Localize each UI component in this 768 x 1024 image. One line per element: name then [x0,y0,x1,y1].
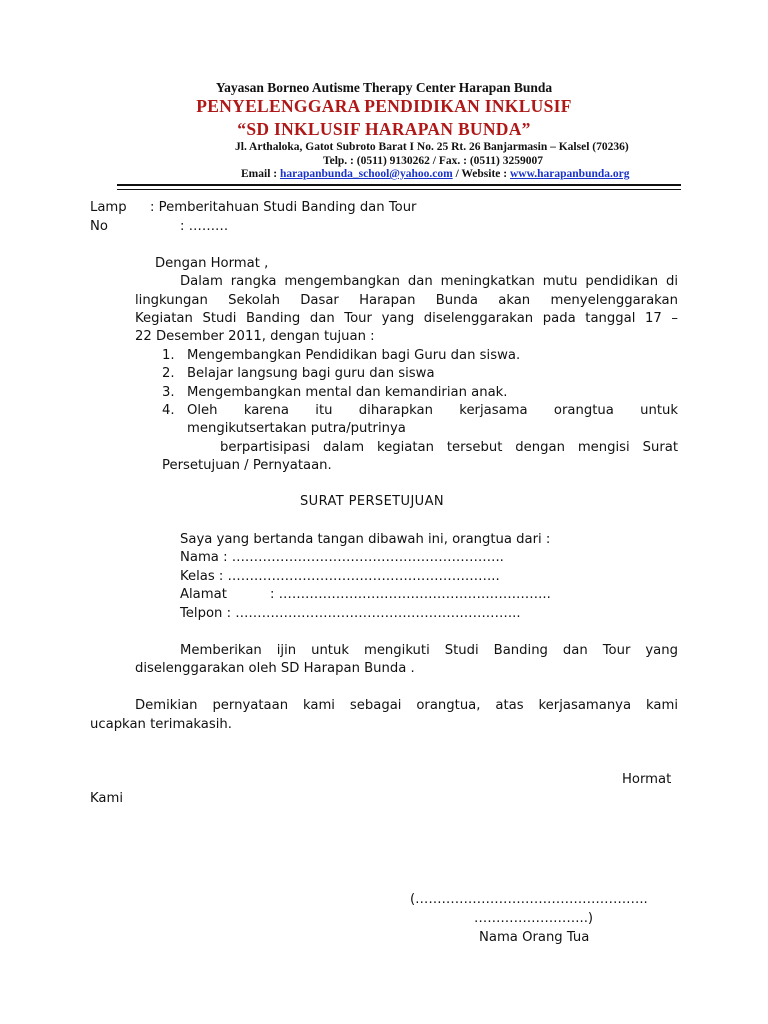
telpon-field: Telpon : ……………………………………………………….. [180,606,521,621]
closing-line-2: ucapkan terimakasih. [90,717,232,732]
email-link[interactable]: harapanbunda_school@yahoo.com [279,168,453,180]
goal-text: Oleh karena itu diharapkan kerjasama orangtua untuk [187,403,678,418]
hormat-text: Hormat [622,772,672,787]
organizer-title: PENYELENGGARA PENDIDIKAN INKLUSIF [196,96,572,116]
nama-field: Nama : …………………………………………………….. [180,550,504,565]
school-phone: Telp. : (0511) 9130262 / Fax. : (0511) 3259007 [323,155,543,167]
goal-text: Mengembangkan mental dan kemandirian anak. [187,385,508,400]
kami-text: Kami [90,791,124,806]
goal-number: 2. [162,366,175,381]
paragraph-1-line-3: Kegiatan Studi Banding dan Tour yang diselenggarakan pada tanggal 17 – [135,311,678,326]
parent-name-label: Nama Orang Tua [479,930,590,945]
no-label: No [90,219,108,234]
greeting: Dengan Hormat , [155,256,269,271]
no-value: : ……… [180,219,229,234]
website-link[interactable]: www.harapanbunda.org [509,168,630,180]
goal-text: Mengembangkan Pendidikan bagi Guru dan siswa. [187,348,521,363]
permit-line-2: diselenggarakan oleh SD Harapan Bunda . [135,661,415,676]
paragraph-2-line-2: Persetujuan / Pernyataan. [162,458,332,473]
permit-line-1: Memberikan ijin untuk mengikuti Studi Banding dan Tour yang [180,643,678,658]
consent-title: SURAT PERSETUJUAN [300,494,445,509]
goal-number: 3. [162,385,175,400]
paragraph-1-line-4: 22 Desember 2011, dengan tujuan : [135,329,375,344]
letterhead-rule-thick [117,184,681,186]
paragraph-1-line-1: Dalam rangka mengembangkan dan meningkatkan mutu pendidikan di [180,274,678,289]
letterhead-rule-thin [117,189,681,190]
closing-line-1: Demikian pernyataan kami sebagai orangtua, atas kerjasamanya kami [135,698,678,713]
school-contact [241,168,630,180]
signature-line-1: (…………………………………………….. [410,892,648,907]
school-address: Jl. Arthaloka, Gatot Subroto Barat I No. 25 Rt. 26 Banjarmasin – Kalsel (70236) [235,141,629,153]
lamp-value: : Pemberitahuan Studi Banding dan Tour [150,200,417,215]
goal-4-continuation: mengikutsertakan putra/putrinya [187,421,406,436]
paragraph-1-line-2: lingkungan Sekolah Dasar Harapan Bunda akan menyelenggarakan [135,293,678,308]
foundation-name: Yayasan Borneo Autisme Therapy Center Harapan Bunda [215,80,553,95]
alamat-label: Alamat [180,587,227,602]
goal-number: 1. [162,348,175,363]
goal-text: Belajar langsung bagi guru dan siswa [187,366,435,381]
email-label: Email : [241,168,280,180]
school-title: “SD INKLUSIF HARAPAN BUNDA” [237,119,531,139]
kelas-field: Kelas : …………………………………………………….. [180,569,500,584]
alamat-field: : …………………………………………………….. [270,587,551,602]
website-label: / Website : [452,168,510,180]
goal-number: 4. [162,403,175,418]
lamp-label: Lamp [90,200,127,215]
consent-intro: Saya yang bertanda tangan dibawah ini, orangtua dari : [180,532,551,547]
paragraph-2-line-1: berpartisipasi dalam kegiatan tersebut dengan mengisi Surat [220,440,678,455]
signature-line-2: ……………………..) [474,911,594,926]
